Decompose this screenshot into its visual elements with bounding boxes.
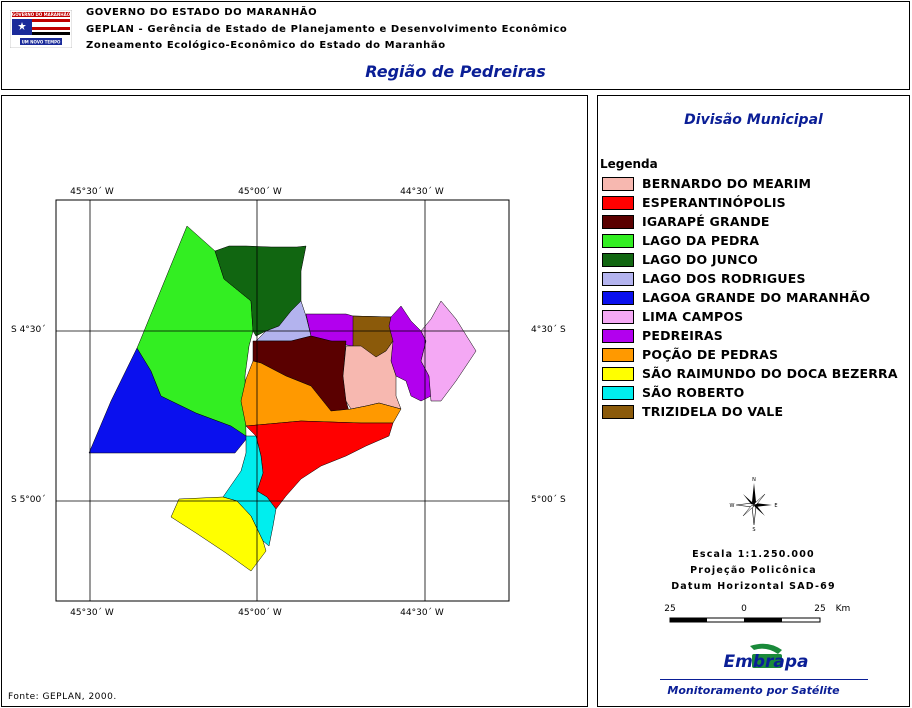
legend-label: LAGO DOS RODRIGUES: [642, 271, 806, 286]
maranhao-government-logo: [10, 10, 72, 48]
legend-item: [602, 250, 898, 269]
scale-unit: Km: [835, 604, 851, 614]
legend-label: LIMA CAMPOS: [642, 309, 744, 324]
lon-label-top-1: 45°30´ W: [70, 187, 114, 197]
scale-tick-left: 25: [664, 604, 676, 614]
legend-item: [602, 307, 898, 326]
legend-label: POÇÃO DE PEDRAS: [642, 347, 779, 362]
datum-text: Datum Horizontal SAD-69: [671, 581, 836, 592]
legend-label: LAGO DO JUNCO: [642, 252, 758, 267]
legend-title: Divisão Municipal: [684, 112, 823, 128]
map-panel: [1, 95, 588, 707]
legend-swatch: [602, 177, 634, 191]
scale-bar: [662, 598, 862, 628]
legend-item: [602, 174, 898, 193]
header-government: GOVERNO DO ESTADO DO MARANHÃO: [86, 7, 318, 18]
legend-item: [602, 288, 898, 307]
legend-item: [602, 345, 898, 364]
legend-swatch: [602, 348, 634, 362]
legend-label: ESPERANTINÓPOLIS: [642, 195, 786, 210]
legend-swatch: [602, 291, 634, 305]
lon-label-top-2: 45°00´ W: [238, 187, 282, 197]
legend-label: BERNARDO DO MEARIM: [642, 176, 812, 191]
legend-swatch: [602, 367, 634, 381]
header-zoning: Zoneamento Ecológico-Econômico do Estado do Maranhão: [86, 40, 446, 51]
legend-label: SÃO RAIMUNDO DO DOCA BEZERRA: [642, 366, 898, 381]
legend-item: [602, 383, 898, 402]
legend-item: [602, 231, 898, 250]
legend-swatch: [602, 253, 634, 267]
header-geplan: GEPLAN - Gerência de Estado de Planejamento e Desenvolvimento Econômico: [86, 24, 568, 35]
legend-swatch: [602, 329, 634, 343]
scale-tick-right: 25: [814, 604, 826, 614]
legend-label: LAGO DA PEDRA: [642, 233, 760, 248]
lon-label-bottom-1: 45°30´ W: [70, 608, 114, 618]
embrapa-tagline: Monitoramento por Satélite: [667, 684, 840, 697]
legend-list: [602, 174, 898, 421]
compass-w: W: [729, 503, 735, 509]
embrapa-wordmark: Embrapa: [723, 652, 809, 672]
lat-label-left-2: S 5°00´: [11, 495, 46, 505]
lon-label-bottom-2: 45°00´ W: [238, 608, 282, 618]
compass-rose-icon: [729, 474, 779, 532]
legend-label: LAGOA GRANDE DO MARANHÃO: [642, 290, 871, 305]
source-note: Fonte: GEPLAN, 2000.: [8, 692, 117, 702]
legend-heading: Legenda: [600, 157, 658, 171]
flag-bottom-text: UM NOVO TEMPO: [21, 39, 61, 45]
legend-label: IGARAPÉ GRANDE: [642, 214, 770, 229]
scale-ratio: Escala 1:1.250.000: [692, 549, 815, 560]
legend-item: [602, 364, 898, 383]
legend-swatch: [602, 215, 634, 229]
legend-label: PEDREIRAS: [642, 328, 723, 343]
lat-label-right-1: 4°30´ S: [531, 325, 566, 335]
legend-label: SÃO ROBERTO: [642, 385, 745, 400]
legend-item: [602, 326, 898, 345]
scale-tick-zero: 0: [741, 604, 747, 614]
municipality-esperantinopolis: [246, 421, 393, 509]
map-title: Região de Pedreiras: [365, 62, 546, 81]
region-map: [2, 96, 589, 708]
legend-swatch: [602, 386, 634, 400]
header-panel: [1, 1, 910, 90]
flag-top-text: GOVERNO DO MARANHÃO: [11, 12, 71, 17]
logo-underline: [660, 679, 868, 680]
legend-swatch: [602, 196, 634, 210]
legend-item: [602, 193, 898, 212]
legend-item: [602, 212, 898, 231]
legend-item: [602, 402, 898, 421]
legend-item: [602, 269, 898, 288]
legend-label: TRIZIDELA DO VALE: [642, 404, 784, 419]
legend-panel: [597, 95, 910, 707]
legend-swatch: [602, 272, 634, 286]
projection-text: Projeção Policônica: [690, 565, 817, 576]
legend-swatch: [602, 405, 634, 419]
lat-label-left-1: S 4°30´: [11, 325, 46, 335]
compass-s: S: [752, 527, 756, 532]
legend-swatch: [602, 310, 634, 324]
compass-n: N: [752, 477, 756, 483]
lon-label-bottom-3: 44°30´ W: [400, 608, 444, 618]
compass-e: E: [774, 503, 778, 509]
lat-label-right-2: 5°00´ S: [531, 495, 566, 505]
embrapa-logo: [716, 642, 816, 678]
lon-label-top-3: 44°30´ W: [400, 187, 444, 197]
legend-swatch: [602, 234, 634, 248]
